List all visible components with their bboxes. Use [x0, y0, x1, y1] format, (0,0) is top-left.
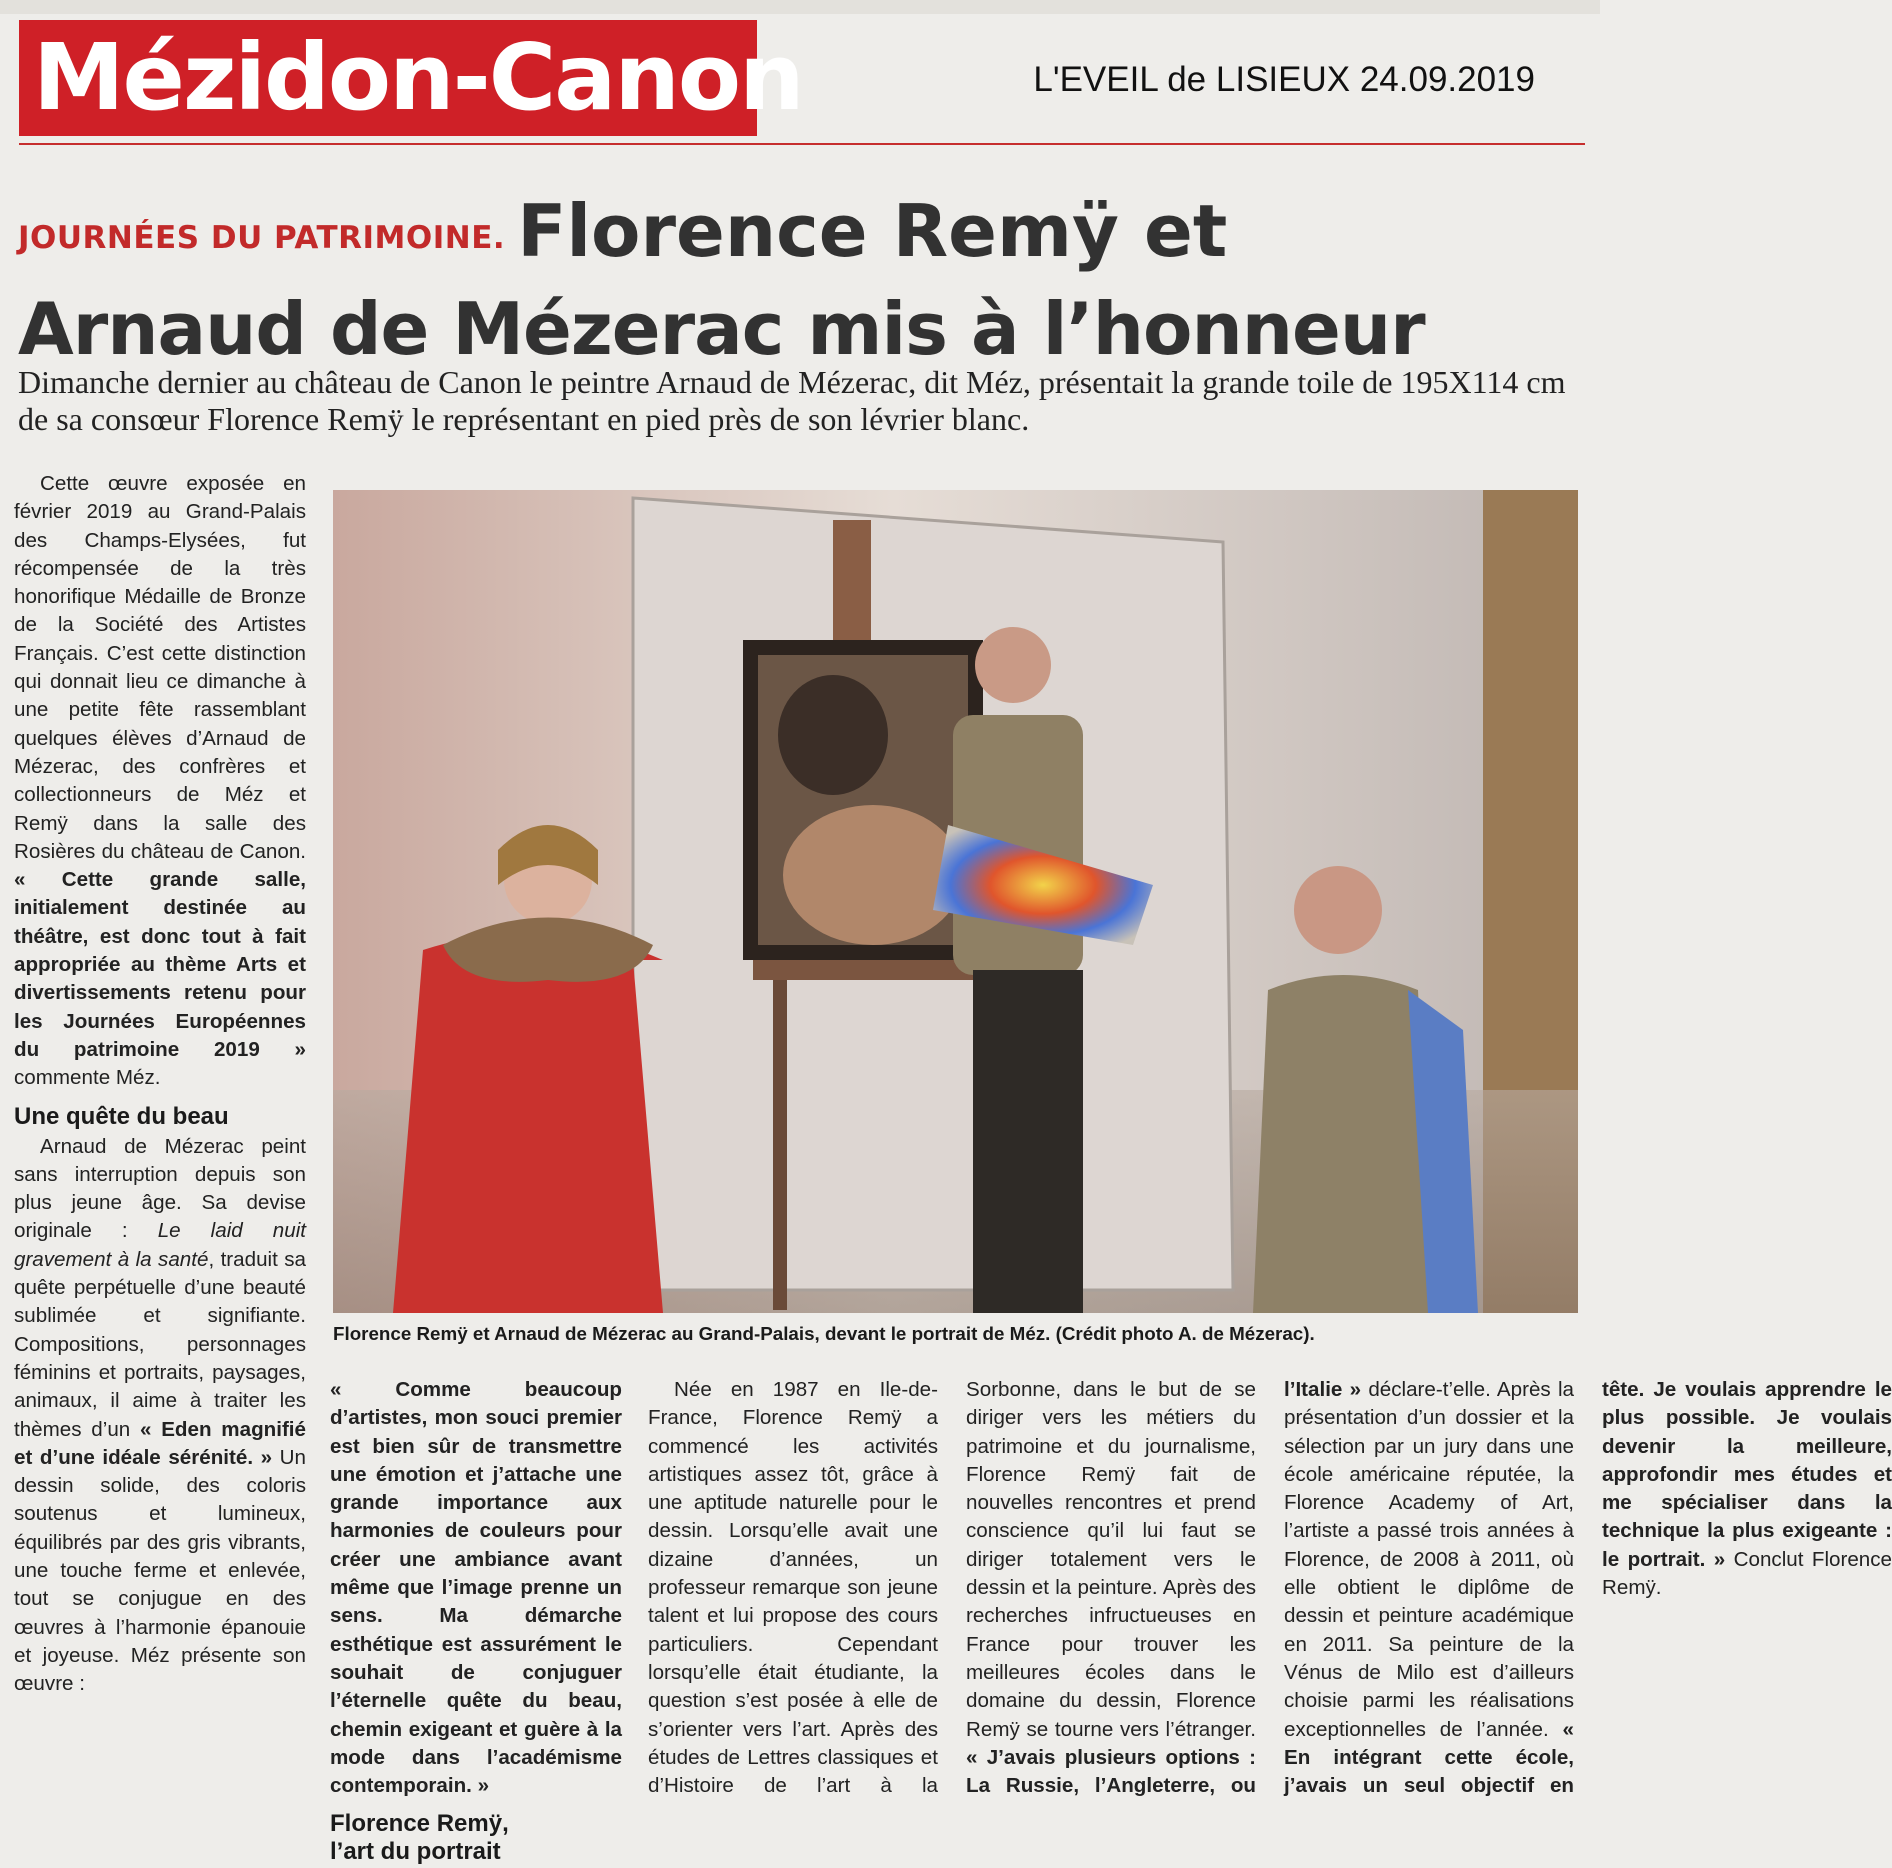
painter-trousers	[973, 970, 1083, 1313]
subhead-quete-du-beau: Une quête du beau	[14, 1102, 229, 1130]
article-column-2	[330, 1376, 622, 1868]
newspaper-source-date: L'EVEIL de LISIEUX 24.09.2019	[1033, 60, 1535, 99]
easel-leg	[773, 980, 787, 1310]
article-paragraph-3	[648, 1376, 1892, 1826]
city-banner: Mézidon-Canon	[19, 20, 757, 136]
painter-head	[975, 627, 1051, 703]
paragraph-3-quote: « J’avais plusieurs options : La Russie, l’Angleterre, ou l’Italie »	[966, 1378, 1362, 1798]
photo-caption: Florence Remÿ et Arnaud de Mézerac au Grand-Palais, devant le portrait de Méz. (Crédit photo A. de Mézerac).	[333, 1323, 1315, 1344]
paragraph-2-quote: « Comme beaucoup d’artistes, mon souci premier est bien sûr de transmettre une émotion et j’attache une grande importance aux harmonies de couleurs pour créer une ambiance avant même que l’image prenne un sens. Ma démarche esthétique est assurément le souhait de conjuguer l’éternelle quête du beau, chemin exigeant et guère à la mode dans l’académisme contemporain. »	[330, 1378, 622, 1798]
article-paragraph-1	[14, 470, 306, 1093]
headline-kicker: JOURNÉES DU PATRIMOINE.	[18, 220, 506, 256]
portrait-hair	[778, 675, 888, 795]
article-paragraph-2-quote	[330, 1376, 622, 1800]
headline	[18, 189, 1578, 371]
paragraph-2-intro: Arnaud de Mézerac peint sans interruption depuis son plus jeune âge. Sa devise originale :	[14, 1134, 306, 1243]
photo-illustration	[333, 490, 1578, 1313]
article-columns-3-5	[648, 1376, 1892, 1826]
paragraph-2-style: Un dessin solide, des coloris soutenus et lumineux, équilibrés par des gris vibrants, une touche ferme et enlevée, tout se conjugue en des œuvres à l’harmonie épanouie et joyeuse. Méz présente son œuvre :	[14, 1445, 306, 1696]
paragraph-1-quote: « Cette grande salle, initialement destinée au théâtre, est donc tout à fait appropriée au thème Arts et divertissements retenu pour les Journées Européennes du patrimoine 2019 »	[14, 868, 306, 1061]
paragraph-3-florence: déclare-t’elle. Après la présentation d’un dossier et la sélection par un jury dans une école américaine réputée, la Florence Academy of Art, l’artiste a passé trois années à Florence, de 2008 à 2011, où elle obtient le diplôme de dessin et peinture académique en 2011. Sa peinture de la Vénus de Milo est d’ailleurs choisie parmi les réalisations exceptionnelles de l’année.	[1284, 1378, 1574, 1741]
paper-top-edge	[0, 0, 1600, 14]
paragraph-2-body: , traduit sa quête perpétuelle d’une beauté sublimée et signifiante. Compositions, personnages féminins et portraits, paysages, animaux, il aime à traiter les thèmes d’un	[14, 1247, 306, 1441]
article-photo	[333, 490, 1578, 1313]
headline-title-line2: Arnaud de Mézerac mis à l’honneur	[18, 287, 1425, 371]
header-rule	[19, 143, 1585, 145]
man-head	[1294, 866, 1382, 954]
paragraph-3-bio: Née en 1987 en Ile-de-France, Florence Remÿ a commencé les activités artistiques assez tôt, grâce à une aptitude naturelle pour le dessin. Lorsqu’elle avait une dizaine d’années, un professeur remarque son jeune talent et lui propose des cours particuliers. Cependant lorsqu’elle était étudiante, la question s’est posée à elle de s’orienter vers l’art. Après des études de Lettres classiques et d’Histoire de l’art à la Sorbonne, dans le but de se diriger vers les métiers du patrimoine et du journalisme, Florence Remÿ fait de nouvelles rencontres et prend conscience qu’il lui faut se diriger totalement vers le dessin et la peinture. Après des recherches infructueuses en France pour trouver les meilleures écoles dans le domaine du dessin, Florence Remÿ se tourne vers l’étranger.	[648, 1378, 1256, 1798]
article-paragraph-2-start	[14, 1133, 306, 1699]
paragraph-3-end: Conclut Florence Remÿ.	[1602, 1547, 1892, 1600]
headline-title-line1: Florence Remÿ et	[517, 189, 1228, 273]
man-vest	[1253, 975, 1433, 1313]
portrait-shoulders	[783, 805, 963, 945]
article-lead: Dimanche dernier au château de Canon le peintre Arnaud de Mézerac, dit Méz, présentait la grande toile de 195X114 cm de sa consœur Florence Remÿ le représentant en pied près de son lévrier blanc.	[18, 364, 1566, 437]
subhead-florence-remy-line2: l’art du portrait	[330, 1838, 501, 1866]
article-column-1	[14, 470, 306, 1698]
paragraph-2-motto: Le laid nuit gravement à la santé	[14, 1219, 306, 1271]
paragraph-2-eden: « Eden magnifié et d’une idéale sérénité. »	[14, 1417, 306, 1469]
paragraph-3-quote2: « En intégrant cette école, j’avais un seul objectif en tête. Je voulais apprendre le plus possible. Je voulais devenir la meilleure, approfondir mes études et me spécialiser dans la technique la plus exigeante : le portrait. »	[1284, 1378, 1892, 1798]
woman-red-coat	[393, 932, 663, 1313]
subhead-florence-remy-line1: Florence Remÿ,	[330, 1810, 509, 1838]
paragraph-1-end: commente Méz.	[14, 1066, 161, 1090]
subhead-florence-remy	[330, 1810, 622, 1866]
paragraph-1-text: Cette œuvre exposée en février 2019 au Grand-Palais des Champs-Elysées, fut récompensée de la très honorifique Médaille de Bronze de la Société des Artistes Français. C’est cette distinction qui donnait lieu ce dimanche à une petite fête rassemblant quelques élèves d’Arnaud de Mézerac, des confrères et collectionneurs de Méz et Remÿ dans la salle des Rosières du château de Canon.	[14, 472, 306, 863]
